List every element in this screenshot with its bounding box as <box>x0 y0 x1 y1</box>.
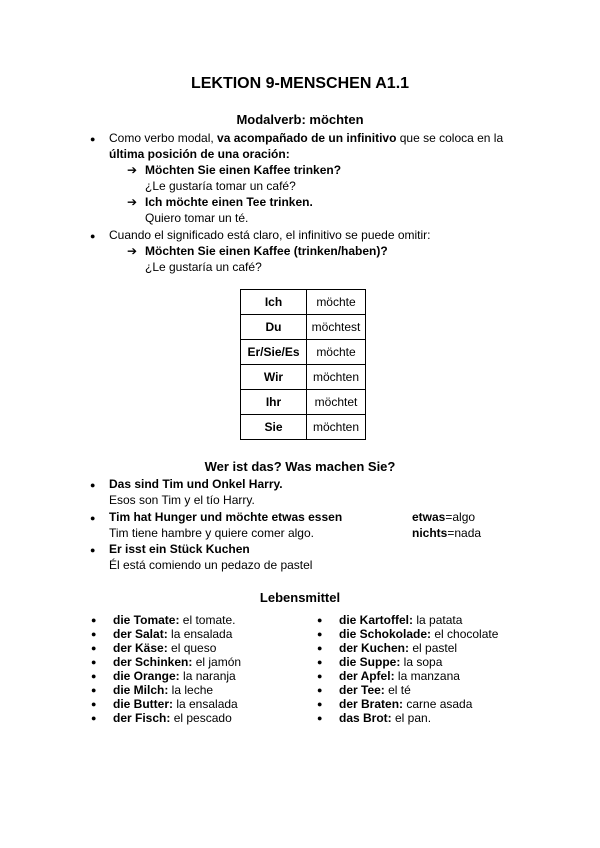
section-heading-lebensmittel: Lebensmittel <box>259 590 341 605</box>
example-1-german: Möchten Sie einen Kaffee trinken? <box>145 163 342 177</box>
arrow-right-icon: ➔ <box>127 195 138 209</box>
bullet-dot: ● <box>317 615 323 625</box>
list-item: ● die Milch: la leche <box>91 683 214 697</box>
sentence-2-spanish: Tim tiene hambre y quiere comer algo. <box>109 526 314 540</box>
sentence-1-german: Das sind Tim und Onkel Harry. <box>109 477 283 491</box>
modal-explanation: Como verbo modal, va acompañado de un infinitivo que se coloca en la <box>109 131 504 145</box>
list-item: ● die Butter: la ensalada <box>91 697 238 711</box>
bullet-dot: ● <box>91 657 97 667</box>
bullet-dot: ● <box>317 685 323 695</box>
list-item: ● der Tee: el té <box>317 683 411 697</box>
bullet-dot: ● <box>91 671 97 681</box>
bullet-dot: ● <box>91 699 97 709</box>
arrow-right-icon: ➔ <box>127 163 138 177</box>
bullet-dot: ● <box>317 713 323 723</box>
bullet-dot: ● <box>90 231 96 241</box>
bullet-dot: ● <box>317 671 323 681</box>
bullet-dot: ● <box>317 699 323 709</box>
sentence-3-spanish: Él está comiendo un pedazo de pastel <box>109 558 313 572</box>
sentence-3-german: Er isst ein Stück Kuchen <box>109 542 250 556</box>
bullet-dot: ● <box>317 629 323 639</box>
table-row: Ich möchte <box>241 290 366 315</box>
bullet-dot: ● <box>91 643 97 653</box>
table-row: Sie möchten <box>241 415 366 440</box>
list-item: ● die Orange: la naranja <box>91 669 236 683</box>
bullet-dot: ● <box>90 480 96 490</box>
list-item: ● die Schokolade: el chocolate <box>317 627 499 641</box>
sentence-1-spanish: Esos son Tim y el tío Harry. <box>109 493 255 507</box>
bullet-dot: ● <box>91 713 97 723</box>
list-item: ● der Käse: el queso <box>91 641 217 655</box>
bullet-dot: ● <box>90 545 96 555</box>
example-3-spanish: ¿Le gustaría un café? <box>145 260 262 274</box>
example-1-spanish: ¿Le gustaría tomar un café? <box>145 179 296 193</box>
bullet-dot: ● <box>91 685 97 695</box>
list-item: ● der Schinken: el jamón <box>91 655 242 669</box>
table-row: Ihr möchtet <box>241 390 366 415</box>
list-item: ● der Braten: carne asada <box>317 697 473 711</box>
example-2-german: Ich möchte einen Tee trinken. <box>145 195 313 209</box>
section-heading-wer-ist-das: Wer ist das? Was machen Sie? <box>204 459 396 474</box>
bullet-dot: ● <box>91 629 97 639</box>
list-item: ● die Tomate: el tomate. <box>91 613 236 627</box>
example-3-german: Möchten Sie einen Kaffee (trinken/haben)? <box>145 244 388 258</box>
vocab-note-nichts: nichts=nada <box>412 526 482 540</box>
bullet-dot: ● <box>317 643 323 653</box>
vocab-note-etwas: etwas=algo <box>412 510 476 524</box>
bullet-dot: ● <box>91 615 97 625</box>
bullet-dot: ● <box>90 134 96 144</box>
arrow-right-icon: ➔ <box>127 244 138 258</box>
list-item: ● der Fisch: el pescado <box>91 711 232 725</box>
bullet-dot: ● <box>317 657 323 667</box>
list-item: ● die Suppe: la sopa <box>317 655 443 669</box>
list-item: ● das Brot: el pan. <box>317 711 432 725</box>
page-title: LEKTION 9-MENSCHEN A1.1 <box>190 75 410 92</box>
modal-explanation-cont: última posición de una oración: <box>109 147 290 161</box>
table-row: Du möchtest <box>241 315 366 340</box>
bullet-dot: ● <box>90 513 96 523</box>
list-item: ● der Kuchen: el pastel <box>317 641 458 655</box>
list-item: ● der Apfel: la manzana <box>317 669 460 683</box>
table-row: Er/Sie/Es möchte <box>241 340 366 365</box>
table-row: Wir möchten <box>241 365 366 390</box>
list-item: ● die Kartoffel: la patata <box>317 613 463 627</box>
list-item: ● der Salat: la ensalada <box>91 627 233 641</box>
example-2-spanish: Quiero tomar un té. <box>145 211 249 225</box>
omit-infinitive-note: Cuando el significado está claro, el infinitivo se puede omitir: <box>109 228 431 242</box>
sentence-2-german: Tim hat Hunger und möchte etwas essen <box>109 510 343 524</box>
conjugation-table <box>240 289 366 440</box>
section-heading-modalverb: Modalverb: möchten <box>236 112 364 127</box>
